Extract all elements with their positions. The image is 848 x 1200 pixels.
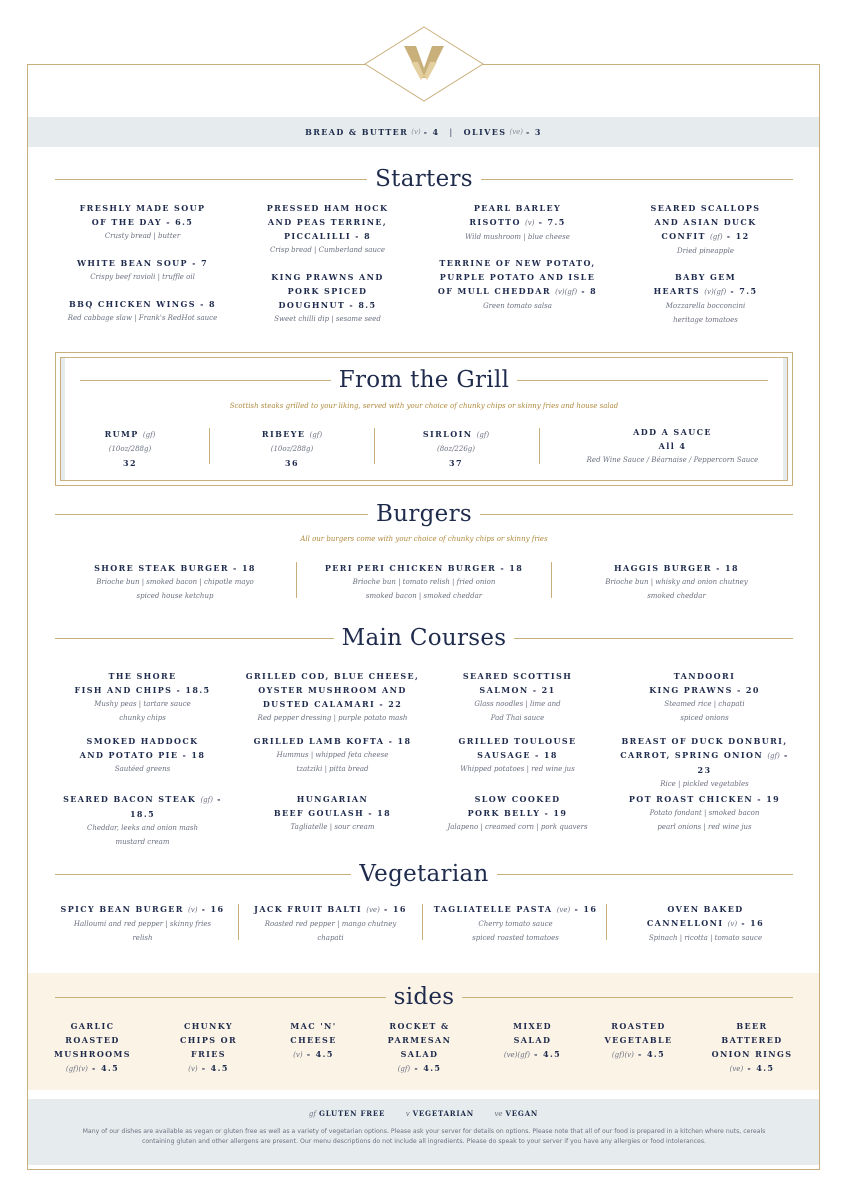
- divider: [539, 428, 540, 464]
- item-desc: Green tomato salsa: [483, 302, 552, 310]
- heading-rule: [80, 380, 331, 381]
- starter-baby-gem: [618, 270, 793, 327]
- item-desc: Sweet chilli dip | sesame seed: [274, 315, 381, 323]
- grill-rump: [85, 427, 175, 470]
- item-name: PURPLE POTATO AND ISLE: [439, 272, 596, 282]
- starter-king-prawns: [240, 270, 415, 326]
- veg-cannelloni: [618, 902, 793, 945]
- main-bacon-steak: [50, 792, 235, 849]
- item-name: GRILLED TOULOUSE: [458, 736, 577, 746]
- item-name: PEARL BARLEY: [473, 203, 562, 213]
- item-name: ROASTED: [65, 1035, 120, 1045]
- diet-tag: (gf): [309, 431, 323, 439]
- item-name: OF MULL CHEDDAR (v)(gf) - 8: [437, 286, 598, 296]
- starter-bbq-wings: [55, 297, 230, 325]
- heading-rule: [462, 997, 793, 998]
- starter-white-bean: [55, 256, 230, 284]
- item-desc: smoked bacon | smoked cheddar: [365, 592, 483, 600]
- grill-heading: [80, 367, 768, 393]
- burger-peri-peri: [304, 561, 544, 603]
- item-name: ONION RINGS: [711, 1049, 793, 1059]
- item-desc: chunky chips: [119, 714, 166, 722]
- item-desc: Wild mushroom | blue cheese: [465, 233, 570, 241]
- item-desc: tzatziki | pitta bread: [296, 765, 369, 773]
- sauce-price: All 4: [658, 441, 687, 451]
- side-mac-cheese: [271, 1019, 356, 1062]
- item-price: 36: [285, 458, 299, 468]
- side-roasted-vegetable: [596, 1019, 681, 1062]
- logo: [364, 26, 484, 102]
- starter-pearl-barley: [430, 201, 605, 244]
- item-name: ROCKET &: [389, 1021, 450, 1031]
- starter-terrine: [420, 256, 615, 313]
- divider: [422, 904, 423, 940]
- item-desc: spiced house ketchup: [136, 592, 214, 600]
- item-weight: (10oz/288g): [108, 445, 152, 453]
- gf-label: GLUTEN FREE: [318, 1109, 386, 1118]
- gf-key: gf: [308, 1110, 316, 1118]
- mains-heading: [55, 625, 793, 651]
- sauce-title: ADD A SAUCE: [633, 427, 712, 437]
- item-desc: Jalapeno | creamed corn | pork quavers: [447, 823, 588, 831]
- sides-heading: [55, 984, 793, 1010]
- item-name: SMOKED HADDOCK: [86, 736, 199, 746]
- burgers-title: Burgers: [376, 501, 472, 527]
- item-name: SPICY BEAN BURGER (v) - 16: [60, 904, 225, 914]
- item-name: MUSHROOMS: [54, 1049, 131, 1059]
- item-name: PICCALILLI - 8: [283, 231, 372, 241]
- item-name: JACK FRUIT BALTI (ve) - 16: [254, 904, 407, 914]
- item-desc: relish: [132, 934, 153, 942]
- item-name: POT ROAST CHICKEN - 19: [628, 794, 781, 804]
- item-desc: Steamed rice | chapati: [664, 700, 745, 708]
- burgers-heading: [55, 501, 793, 527]
- item-name: SALAD: [513, 1035, 552, 1045]
- item-desc: chapati: [317, 934, 344, 942]
- vegetarian-title: Vegetarian: [359, 861, 489, 887]
- item-name: PARMESAN: [387, 1035, 452, 1045]
- item-name: OYSTER MUSHROOM AND: [258, 685, 407, 695]
- item-name: CHEESE: [290, 1035, 337, 1045]
- grill-add-sauce: [565, 425, 780, 467]
- item-price: (gf)(v) - 4.5: [65, 1063, 120, 1073]
- item-desc: Brioche bun | smoked bacon | chipotle mayo: [96, 578, 254, 586]
- item-name: HEARTS (v)(gf) - 7.5: [653, 286, 758, 296]
- diet-tag: (ve)(gf): [503, 1051, 530, 1059]
- item-name: GARLIC: [70, 1021, 115, 1031]
- item-desc: Crusty bread | butter: [104, 232, 181, 240]
- item-desc: Red cabbage slaw | Frank's RedHot sauce: [67, 314, 218, 322]
- item-name: BABY GEM: [674, 272, 737, 282]
- item-desc: Hummus | whipped feta cheese: [276, 751, 389, 759]
- heading-rule: [514, 638, 793, 639]
- item-name: OF THE DAY - 6.5: [91, 217, 194, 227]
- item-price: (gf) - 4.5: [397, 1063, 442, 1073]
- diet-tag: (gf): [142, 431, 156, 439]
- diet-tag: (v)(gf): [704, 288, 727, 296]
- olives-name: OLIVES: [463, 127, 507, 137]
- item-name: TERRINE OF NEW POTATO,: [439, 258, 596, 268]
- item-name: VEGETABLE: [604, 1035, 673, 1045]
- burger-shore-steak: [55, 561, 295, 603]
- item-name: CONFIT (gf) - 12: [661, 231, 750, 241]
- item-price: 32: [123, 458, 137, 468]
- diet-tag: (v): [727, 920, 738, 928]
- ve-label: VEGAN: [505, 1109, 539, 1118]
- item-desc: spiced onions: [680, 714, 729, 722]
- divider: [296, 562, 297, 598]
- diet-tag: (gf)(v): [611, 1051, 634, 1059]
- item-name: DOUGHNUT - 8.5: [278, 300, 377, 310]
- side-chips-fries: [166, 1019, 251, 1076]
- heading-rule: [55, 997, 386, 998]
- item-desc: Tagliatelle | sour cream: [290, 823, 375, 831]
- item-desc: Crisp bread | Cumberland sauce: [269, 246, 386, 254]
- item-desc: smoked cheddar: [647, 592, 706, 600]
- band-separator: |: [449, 127, 454, 137]
- grill-sirloin: [411, 427, 501, 470]
- diet-tag: (v): [525, 219, 535, 227]
- diet-tag: (v)(gf): [555, 288, 578, 296]
- main-tandoori-prawns: [612, 669, 797, 725]
- item-desc: Mozzarella bocconcini: [665, 302, 746, 310]
- item-name: TAGLIATELLE PASTA (ve) - 16: [433, 904, 598, 914]
- v-label: VEGETARIAN: [412, 1109, 474, 1118]
- item-name: AND PEAS TERRINE,: [267, 217, 388, 227]
- item-name: THE SHORE: [108, 671, 177, 681]
- item-name: RIBEYE (gf): [261, 429, 323, 439]
- item-desc: Glass noodles | lime and: [474, 700, 561, 708]
- main-haddock-pie: [50, 734, 235, 776]
- diet-tag: (ve): [366, 906, 380, 914]
- side-mixed-salad: [490, 1019, 575, 1062]
- veg-jack-fruit-balti: [243, 902, 418, 945]
- item-desc: Pad Thai sauce: [490, 714, 545, 722]
- veg-bean-burger: [55, 902, 230, 945]
- diet-tag: (gf)(v): [65, 1065, 88, 1073]
- item-desc: Dried pineapple: [677, 247, 734, 255]
- starter-ham-hock: [240, 201, 415, 257]
- item-name: GRILLED COD, BLUE CHEESE,: [245, 671, 420, 681]
- item-desc: Halloumi and red pepper | skinny fries: [73, 920, 212, 928]
- item-desc: heritage tomatoes: [673, 316, 738, 324]
- item-weight: (8oz/226g): [436, 445, 476, 453]
- item-desc: Roasted red pepper | mango chutney: [264, 920, 397, 928]
- item-name: MAC 'N': [290, 1021, 337, 1031]
- dietary-key: [28, 1109, 819, 1118]
- item-name: SHORE STEAK BURGER - 18: [94, 563, 256, 573]
- diet-tag: (gf): [200, 796, 213, 804]
- item-desc: Spinach | ricotta | tomato sauce: [648, 934, 763, 942]
- diet-tag: (v): [188, 906, 198, 914]
- bread-butter-price: - 4: [423, 127, 440, 137]
- heading-rule: [55, 179, 367, 180]
- starters-heading: [55, 166, 793, 192]
- item-name: SEARED BACON STEAK (gf) - 18.5: [63, 794, 222, 819]
- item-name: MIXED: [513, 1021, 552, 1031]
- grill-title: From the Grill: [338, 367, 510, 393]
- main-toulouse-sausage: [425, 734, 610, 776]
- divider: [374, 428, 375, 464]
- item-desc: Crispy beef ravioli | truffle oil: [90, 273, 195, 281]
- item-desc: Mushy peas | tartare sauce: [94, 700, 191, 708]
- item-weight: (10oz/288g): [270, 445, 314, 453]
- olives-diet: (ve): [509, 128, 524, 136]
- item-desc: mustard cream: [115, 838, 170, 846]
- item-price: (gf)(v) - 4.5: [611, 1049, 666, 1059]
- main-fish-chips: [50, 669, 235, 725]
- item-name: BEER: [736, 1021, 768, 1031]
- side-garlic-mushrooms: [50, 1019, 135, 1076]
- veg-tagliatelle: [428, 902, 603, 945]
- item-name: CARROT, SPRING ONION (gf) - 23: [620, 750, 789, 775]
- diet-tag: (gf): [397, 1065, 411, 1073]
- main-goulash: [240, 792, 425, 834]
- sides-title: sides: [393, 984, 455, 1010]
- heading-rule: [480, 514, 793, 515]
- item-name: SIRLOIN (gf): [422, 429, 490, 439]
- item-name: SEARED SCOTTISH: [462, 671, 573, 681]
- item-price: 37: [449, 458, 463, 468]
- main-salmon: [425, 669, 610, 725]
- main-duck-donburi: [612, 734, 797, 791]
- item-name: HUNGARIAN: [296, 794, 369, 804]
- starter-scallops: [618, 201, 793, 258]
- item-name: ROASTED: [611, 1021, 666, 1031]
- item-name: SALMON - 21: [479, 685, 556, 695]
- item-name: SAUSAGE - 18: [477, 750, 558, 760]
- burgers-note: All our burgers come with your choice of chunky chips or skinny fries: [300, 535, 548, 543]
- item-name: FISH AND CHIPS - 18.5: [74, 685, 211, 695]
- item-price: (ve)(gf) - 4.5: [503, 1049, 562, 1059]
- item-desc: Whipped potatoes | red wine jus: [460, 765, 575, 773]
- diet-tag: (v): [188, 1065, 198, 1073]
- grill-note: Scottish steaks grilled to your liking, served with your choice of chunky chips or skinny fries and house salad: [229, 402, 619, 410]
- item-desc: pearl onions | red wine jus: [657, 823, 752, 831]
- olives-price: - 3: [526, 127, 542, 137]
- item-desc: Red pepper dressing | purple potato mash: [257, 714, 408, 722]
- divider: [209, 428, 210, 464]
- ve-key: ve: [494, 1110, 503, 1118]
- bread-butter-name: BREAD & BUTTER: [305, 127, 409, 137]
- heading-rule: [517, 380, 768, 381]
- item-name: PERI PERI CHICKEN BURGER - 18: [324, 563, 524, 573]
- item-name: FRESHLY MADE SOUP: [79, 203, 206, 213]
- main-pork-belly: [425, 792, 610, 834]
- bread-olives-band: [28, 117, 819, 147]
- diet-tag: (v): [293, 1051, 303, 1059]
- item-name: RUMP (gf): [104, 429, 156, 439]
- item-name: TANDOORI: [673, 671, 736, 681]
- grill-side-bar: [61, 358, 65, 480]
- item-name: AND ASIAN DUCK: [654, 217, 757, 227]
- diet-tag: (gf): [767, 752, 780, 760]
- item-price: (v) - 4.5: [293, 1049, 334, 1059]
- item-desc: Brioche bun | whisky and onion chutney: [605, 578, 748, 586]
- item-name: BBQ CHICKEN WINGS - 8: [69, 299, 216, 309]
- item-name: PORK BELLY - 19: [467, 808, 568, 818]
- grill-side-bar: [783, 358, 787, 480]
- grill-ribeye: [247, 427, 337, 470]
- item-name: HAGGIS BURGER - 18: [614, 563, 739, 573]
- item-desc: Sautéed greens: [114, 765, 171, 773]
- item-name: GRILLED LAMB KOFTA - 18: [253, 736, 412, 746]
- diet-tag: (gf): [476, 431, 490, 439]
- heading-rule: [55, 514, 368, 515]
- mains-title: Main Courses: [341, 625, 507, 651]
- heading-rule: [55, 638, 334, 639]
- main-pot-roast-chicken: [612, 792, 797, 834]
- divider: [551, 562, 552, 598]
- item-name: DUSTED CALAMARI - 22: [262, 699, 403, 709]
- diet-tag: (gf): [710, 233, 723, 241]
- item-price: (ve) - 4.5: [729, 1063, 775, 1073]
- side-onion-rings: [707, 1019, 797, 1076]
- heading-rule: [55, 874, 351, 875]
- starter-soup: [55, 201, 230, 243]
- starters-title: Starters: [375, 166, 473, 192]
- item-name: PRESSED HAM HOCK: [266, 203, 389, 213]
- logo-mark: [364, 26, 484, 102]
- item-name: BATTERED: [721, 1035, 783, 1045]
- item-desc: spiced roasted tomatoes: [472, 934, 559, 942]
- main-lamb-kofta: [240, 734, 425, 776]
- item-price: (v) - 4.5: [188, 1063, 229, 1073]
- item-desc: Rice | pickled vegetables: [660, 780, 749, 788]
- allergen-notice: Many of our dishes are available as vegan or gluten free as well as a variety of vegetarian options. Please ask your server for details on options. Please note that all of our food is prepared in a kitchen where nuts, cereals containing gluten and other allergens are present. Our menu descriptions do not include all ingredients. Please do speak to your server if you have any allergies or food intolerances.: [82, 1128, 766, 1145]
- item-name: PORK SPICED: [287, 286, 368, 296]
- diet-tag: (ve): [729, 1065, 744, 1073]
- diet-tag: (ve): [556, 906, 571, 914]
- item-name: WHITE BEAN SOUP - 7: [76, 258, 209, 268]
- item-desc: Cherry tomato sauce: [478, 920, 553, 928]
- item-desc: Brioche bun | tomato relish | fried onion: [352, 578, 496, 586]
- heading-rule: [497, 874, 793, 875]
- sauce-list: Red Wine Sauce / Béarnaise / Peppercorn Sauce: [586, 456, 759, 464]
- item-name: FRIES: [191, 1049, 226, 1059]
- item-name: CHUNKY: [183, 1021, 234, 1031]
- item-desc: Potato fondant | smoked bacon: [649, 809, 760, 817]
- side-rocket-salad: [377, 1019, 462, 1076]
- item-name: OVEN BAKED: [667, 904, 744, 914]
- bread-butter-diet: (v): [411, 128, 421, 136]
- item-name: SALAD: [400, 1049, 439, 1059]
- heading-rule: [481, 179, 793, 180]
- item-name: CANNELLONI (v) - 16: [646, 918, 765, 928]
- vegetarian-heading: [55, 861, 793, 887]
- item-name: KING PRAWNS - 20: [649, 685, 760, 695]
- item-desc: Cheddar, leeks and onion mash: [87, 824, 198, 832]
- divider: [606, 904, 607, 940]
- item-name: BREAST OF DUCK DONBURI,: [621, 736, 788, 746]
- burger-haggis: [560, 561, 793, 603]
- item-name: RISOTTO (v) - 7.5: [469, 217, 566, 227]
- item-name: KING PRAWNS AND: [271, 272, 384, 282]
- item-name: AND POTATO PIE - 18: [79, 750, 206, 760]
- v-key: v: [405, 1110, 410, 1118]
- item-name: SEARED SCALLOPS: [650, 203, 761, 213]
- item-name: SLOW COOKED: [474, 794, 561, 804]
- divider: [238, 904, 239, 940]
- main-grilled-cod: [240, 669, 425, 725]
- item-name: BEEF GOULASH - 18: [273, 808, 392, 818]
- item-name: CHIPS OR: [179, 1035, 238, 1045]
